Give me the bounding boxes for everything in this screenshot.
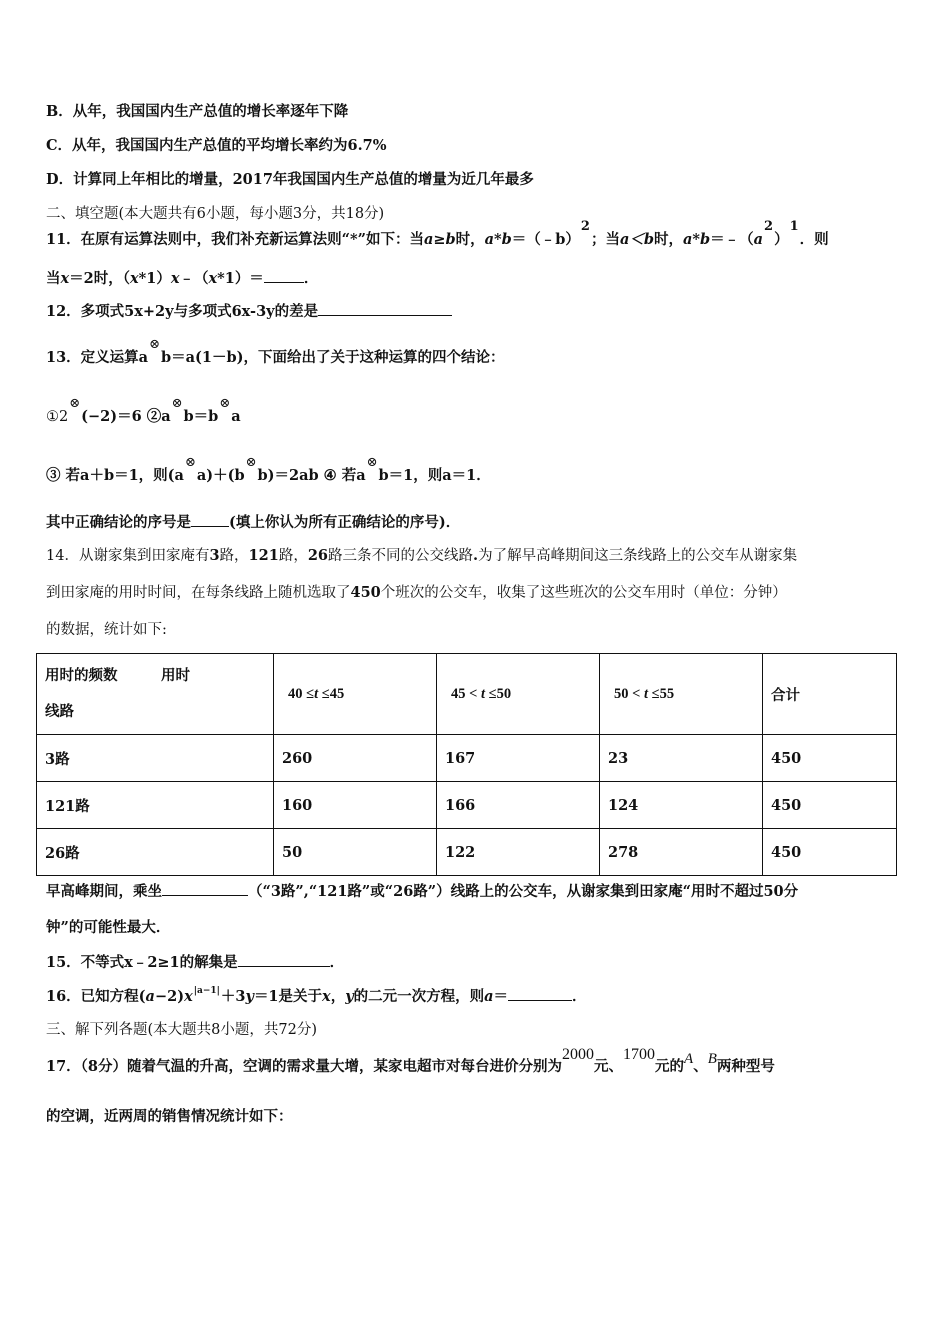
answer-blank[interactable] <box>191 512 229 527</box>
question-17-line-2: 的空调，近两周的销售情况统计如下： <box>46 1108 293 1125</box>
question-12: 12．多项式5x+2y与多项式6x-3y的差是 <box>46 301 452 322</box>
section-3-heading: 三、解下列各题(本大题共8小题，共72分) <box>46 1022 317 1038</box>
question-14-after-1: 早高峰期间，乘坐 （“3路”,“121路”或“26路”）线路上的公交车，从谢家集到田家庵“用时不超过50分 <box>46 883 799 900</box>
table-header-range-1: 40 ≤t ≤45 <box>274 654 437 735</box>
question-13: 13．定义运算a⊗b＝a(1－b)，下面给出了关于这种运算的四个结论： <box>46 337 505 366</box>
question-14-after-2: 钟”的可能性最大． <box>46 919 171 936</box>
otimes-operator: ⊗ <box>149 337 160 352</box>
table-header-range-2: 45 < t ≤50 <box>437 654 600 735</box>
question-15: 15．不等式x﹣2≥1的解集是 ． <box>46 954 345 971</box>
question-14-line-3: 的数据，统计如下: <box>46 622 167 638</box>
question-13-conclusions-3-4: ③ 若a＋b＝1，则(a⊗a)＋(b⊗b)＝2ab ④ 若a⊗b＝1，则a＝1． <box>46 455 491 484</box>
question-16: 16．已知方程$(a-2)x^{|a-1|}+3y=1$是关于x，y的二元一次方程，则a＝ ． <box>46 986 587 1005</box>
answer-blank[interactable] <box>508 986 572 1001</box>
question-13-conclusions-1-2: ①2⊗(−2)＝6 ②a⊗b＝b⊗a <box>46 396 241 425</box>
answer-blank[interactable] <box>318 301 452 316</box>
option-d: D．计算同上年相比的增量，2017年我国国内生产总值的增量为近几年最多 <box>46 171 534 188</box>
answer-blank[interactable] <box>238 952 330 967</box>
question-17-line-1: 17．（8分）随着气温的升高，空调的需求量大增，某家电超市对每台进价分别为2000元、1700元的A、B两种型号 <box>46 1046 775 1075</box>
table-header-total: 合计 <box>763 654 897 735</box>
table-row: 121路 160 166 124 450 <box>37 782 897 829</box>
answer-blank[interactable] <box>264 268 304 283</box>
option-c: C．从年，我国国内生产总值的平均增长率约为6.7% <box>46 137 387 154</box>
question-13-answer: 其中正确结论的序号是 (填上你认为所有正确结论的序号)． <box>46 514 461 531</box>
table-row: 3路 260 167 23 450 <box>37 735 897 782</box>
table-header-range-3: 50 < t ≤55 <box>600 654 763 735</box>
question-14-line-2: 到田家庵的用时时间，在每条线路上随机选取了450个班次的公交车，收集了这些班次的公交车用时（单位：分钟） <box>46 584 787 601</box>
option-b: B．从年，我国国内生产总值的增长率逐年下降 <box>46 103 349 120</box>
frequency-table <box>36 653 897 876</box>
table-header-corner: 用时的频数 用时 线路 <box>37 654 274 735</box>
question-14-line-1: 14．从谢家集到田家庵有3路，121路，26路三条不同的公交线路.为了解早高峰期间这三条线路上的公交车从谢家集 <box>46 547 798 564</box>
answer-blank[interactable] <box>162 881 248 896</box>
question-11-line-2: 当x＝2时，（x*1）x﹣（x*1）＝ ． <box>46 270 319 287</box>
question-11-line-1: 11．在原有运算法则中，我们补充新运算法则“*”如下：当a≥b时，a*b＝（﹣b）2；当a＜b时，a*b＝﹣（a2）1．则 <box>46 219 829 248</box>
section-2-heading: 二、填空题(本大题共有6小题，每小题3分，共18分) <box>46 206 385 222</box>
table-row: 26路 50 122 278 450 <box>37 829 897 876</box>
